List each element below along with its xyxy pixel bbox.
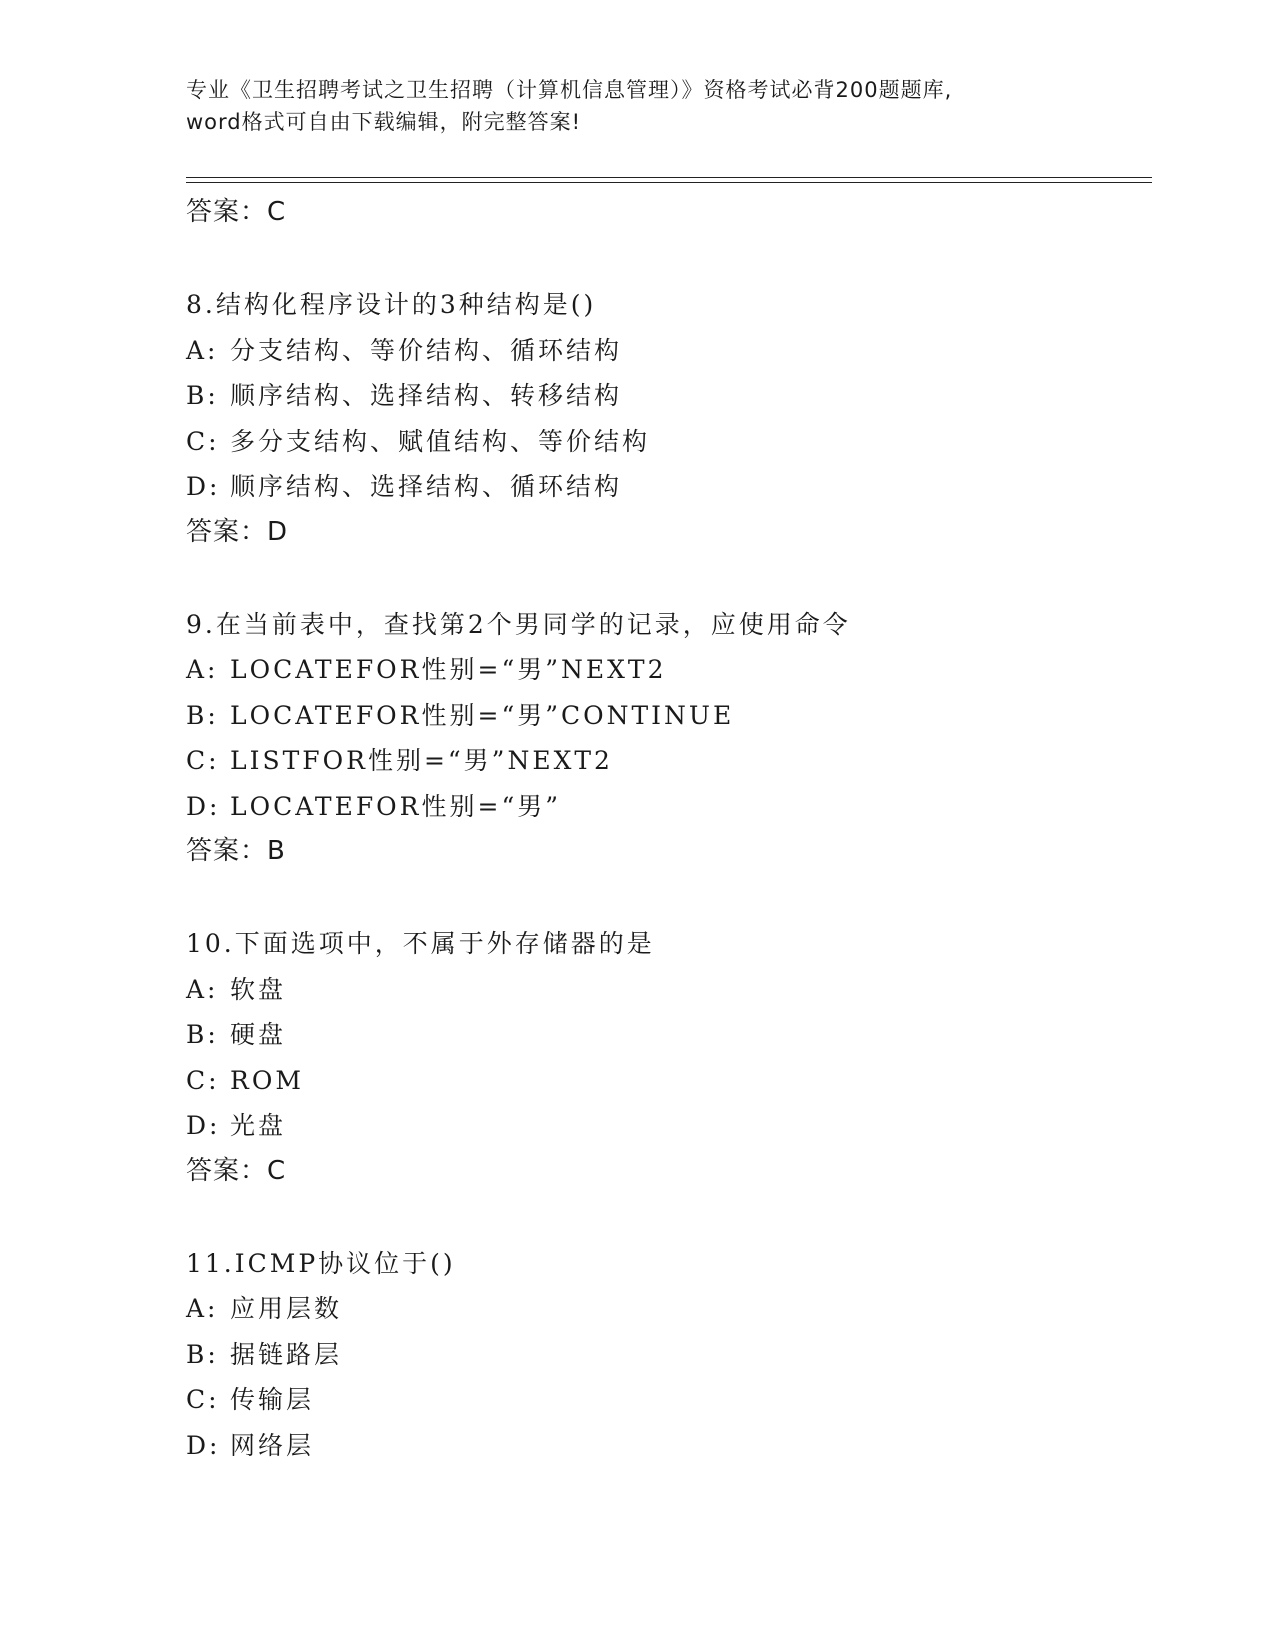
option-c xyxy=(186,419,1152,465)
option-text: LOCATEFOR性别=“男”CONTINUE xyxy=(230,700,735,730)
option-text: 光盘 xyxy=(230,1111,287,1140)
question-stem: 10.下面选项中，不属于外存储器的是 xyxy=(186,929,655,958)
option-text: 应用层数 xyxy=(230,1294,343,1323)
option-key: B: xyxy=(186,1339,219,1369)
option-key: D: xyxy=(186,791,221,821)
option-text: 硬盘 xyxy=(230,1020,287,1049)
question-list xyxy=(186,190,1152,1468)
option-key: B: xyxy=(186,1020,219,1049)
option-key: C: xyxy=(186,426,220,456)
option-b xyxy=(186,1332,1152,1378)
document-header xyxy=(186,74,1086,138)
question-block xyxy=(186,921,1152,1195)
option-text: LISTFOR性别=“男”NEXT2 xyxy=(230,746,613,775)
option-c xyxy=(186,1377,1152,1423)
option-key: C: xyxy=(186,746,220,775)
header-line-1: 专业《卫生招聘考试之卫生招聘（计算机信息管理）》资格考试必背200题题库, xyxy=(186,78,953,102)
answer-line: 答案：C xyxy=(186,1155,287,1186)
question-block xyxy=(186,602,1152,876)
option-c xyxy=(186,738,1152,784)
option-text: 分支结构、等价结构、循环结构 xyxy=(230,335,623,365)
option-key: B: xyxy=(186,381,219,410)
option-c xyxy=(186,1058,1152,1104)
option-text: LOCATEFOR性别=“男” xyxy=(230,791,562,821)
question-stem: 9.在当前表中，查找第2个男同学的记录，应使用命令 xyxy=(186,609,851,639)
answer-line: 答案：B xyxy=(186,836,286,866)
option-text: 传输层 xyxy=(230,1385,315,1414)
option-d xyxy=(186,464,1152,510)
option-key: A: xyxy=(186,655,219,684)
option-key: B: xyxy=(186,700,219,730)
option-key: A: xyxy=(186,335,219,365)
option-key: D: xyxy=(186,1111,221,1140)
option-b xyxy=(186,373,1152,419)
option-a xyxy=(186,328,1152,374)
option-d xyxy=(186,784,1152,830)
question-stem: 8.结构化程序设计的3种结构是() xyxy=(186,290,597,319)
option-text: 顺序结构、选择结构、循环结构 xyxy=(230,472,623,501)
option-text: 顺序结构、选择结构、转移结构 xyxy=(230,381,623,410)
option-text: ROM xyxy=(230,1065,304,1095)
option-key: A: xyxy=(186,974,219,1004)
option-d xyxy=(186,1423,1152,1469)
option-text: 多分支结构、赋值结构、等价结构 xyxy=(230,426,651,456)
option-key: A: xyxy=(186,1294,219,1323)
header-divider xyxy=(186,177,1152,183)
option-a xyxy=(186,1286,1152,1332)
option-text: LOCATEFOR性别=“男”NEXT2 xyxy=(230,655,667,684)
answer-line: 答案：C xyxy=(186,197,287,227)
option-key: C: xyxy=(186,1385,220,1414)
option-key: D: xyxy=(186,472,221,501)
option-b xyxy=(186,693,1152,739)
option-a xyxy=(186,647,1152,693)
option-key: C: xyxy=(186,1065,220,1095)
option-key: D: xyxy=(186,1430,221,1460)
question-block xyxy=(186,1241,1152,1469)
option-a xyxy=(186,967,1152,1013)
answer-line: 答案：D xyxy=(186,516,289,547)
option-text: 软盘 xyxy=(230,974,287,1004)
question-block xyxy=(186,282,1152,556)
header-line-2: word格式可自由下载编辑，附完整答案! xyxy=(186,110,582,134)
option-text: 据链路层 xyxy=(230,1339,343,1369)
option-text: 网络层 xyxy=(230,1430,315,1460)
option-b xyxy=(186,1012,1152,1058)
question-stem: 11.ICMP协议位于() xyxy=(186,1248,456,1278)
option-d xyxy=(186,1103,1152,1149)
